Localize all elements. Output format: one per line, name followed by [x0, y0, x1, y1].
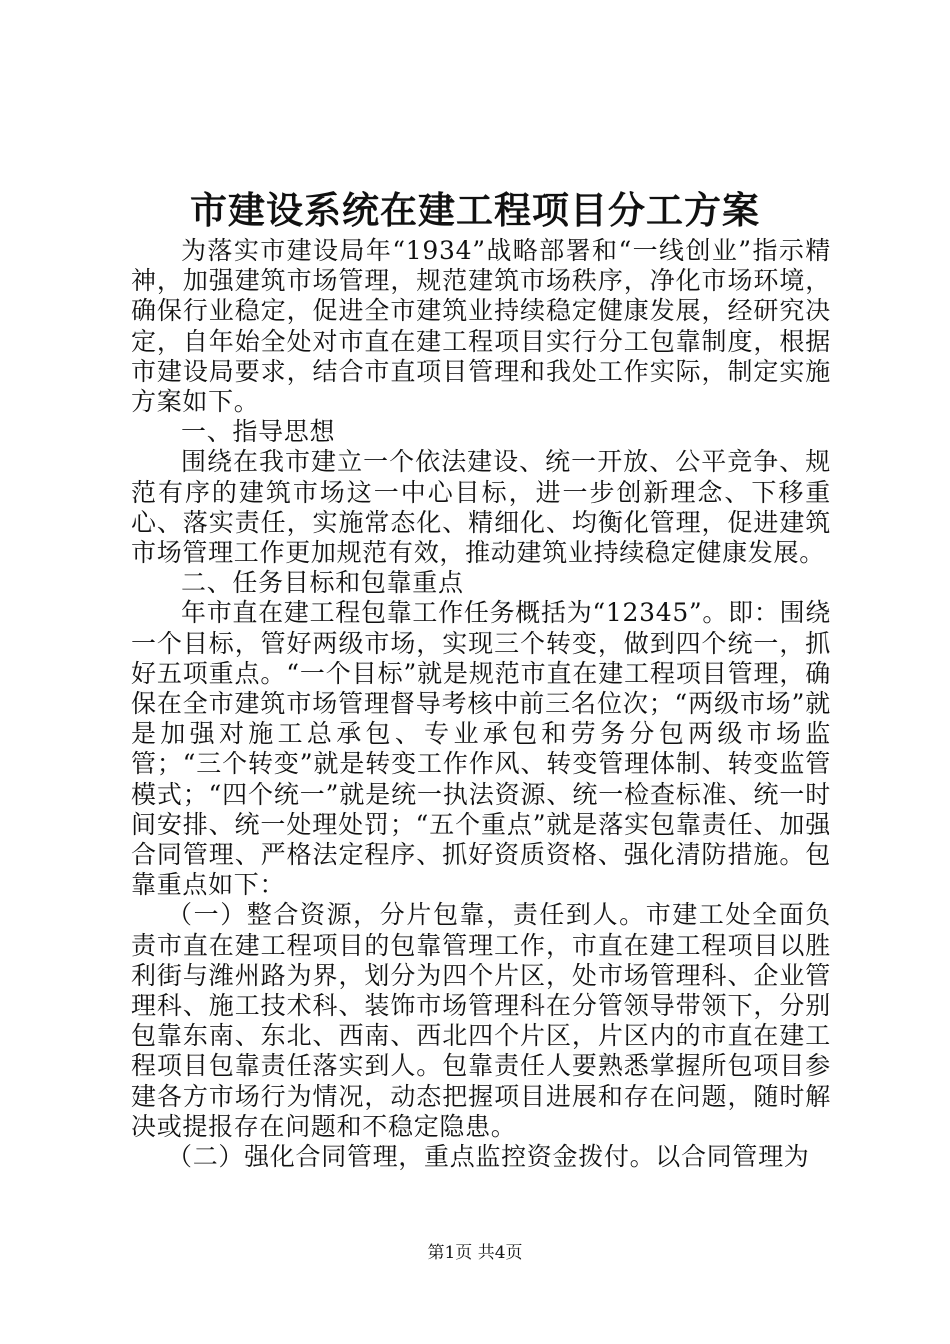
subsection-resource-integration-paragraph: （一）整合资源，分片包靠，责任到人。市建工处全面负责市直在建工程项目的包靠管理工作，市直在建工程项目以胜利街与潍州路为界，划分为四个片区，处市场管理科、企业管理科、施工技术科、装饰市场管理科在分管领导带领下，分别包靠东南、东北、西南、西北四个片区，片区内的市直在建工程项目包靠责任落实到人。包靠责任人要熟悉掌握所包项目参建各方市场行为情况，动态把握项目进展和存在问题，随时解决或提报存在问题和不稳定隐患。	[131, 900, 831, 1141]
page-number-footer: 第1页 共4页	[427, 1243, 523, 1263]
guiding-ideology-paragraph: 围绕在我市建立一个依法建设、统一开放、公平竞争、规范有序的建筑市场这一中心目标，进一步创新理念、下移重心、落实责任，实施常态化、精细化、均衡化管理，促进建筑市场管理工作更加规范有效，推动建筑业持续稳定健康发展。	[131, 447, 831, 568]
task-goals-paragraph: 年市直在建工程包靠工作任务概括为“12345”。即：围绕一个目标，管好两级市场，实现三个转变，做到四个统一，抓好五项重点。“一个目标”就是规范市直在建工程项目管理，确保在全市建筑市场管理督导考核中前三名位次；“两级市场”就是加强对施工总承包、专业承包和劳务分包两级市场监管；“三个转变”就是转变工作作风、转变管理体制、转变监管模式；“四个统一”就是统一执法资源、统一检查标准、统一时间安排、统一处理处罚；“五个重点”就是落实包靠责任、加强合同管理、严格法定程序、抓好资质资格、强化清防措施。包靠重点如下：	[131, 598, 831, 900]
document-body	[131, 236, 831, 1172]
section-heading-guiding-ideology: 一、指导思想	[181, 417, 336, 447]
section-heading-task-goals: 二、任务目标和包靠重点	[181, 568, 464, 598]
document-title: 市建设系统在建工程项目分工方案	[190, 188, 760, 232]
subsection-contract-management-paragraph: （二）强化合同管理，重点监控资金拨付。以合同管理为	[167, 1142, 810, 1172]
intro-paragraph: 为落实市建设局年“1934”战略部署和“一线创业”指示精神，加强建筑市场管理，规范建筑市场秩序，净化市场环境，确保行业稳定，促进全市建筑业持续稳定健康发展，经研究决定，自年始全处对市直在建工程项目实行分工包靠制度，根据市建设局要求，结合市直项目管理和我处工作实际，制定实施方案如下。	[131, 236, 831, 417]
